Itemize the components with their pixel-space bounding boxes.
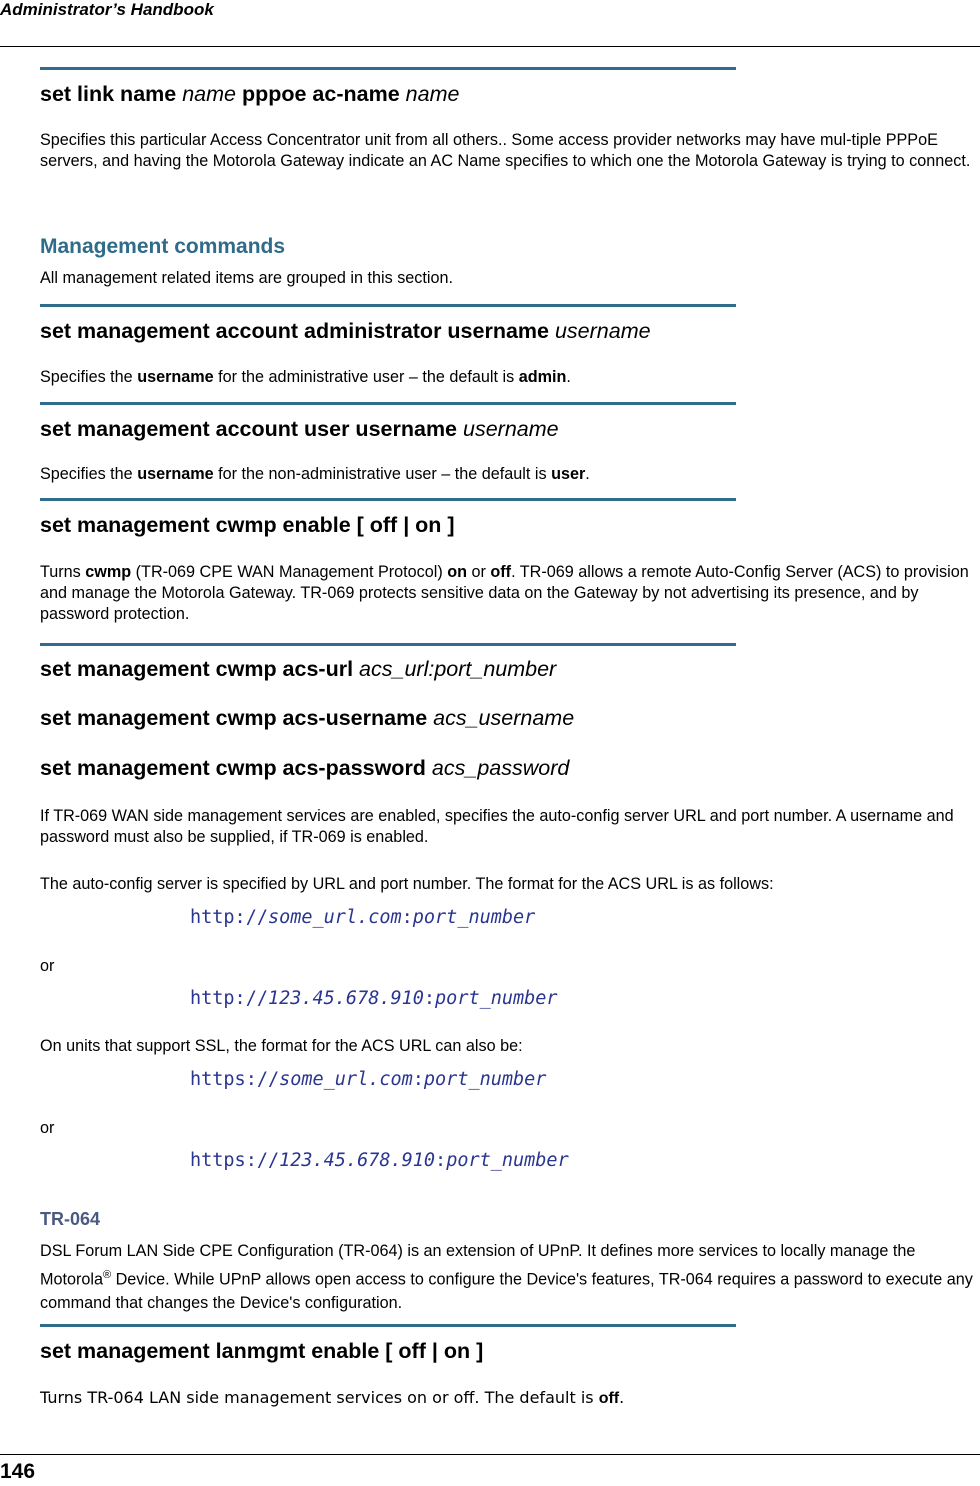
running-header-title: Administrator’s Handbook [0, 0, 214, 19]
section-rule [40, 304, 736, 307]
command-user-username: set management account user username username [40, 417, 559, 441]
command-acs-password: set management cwmp acs-password acs_password [40, 756, 570, 780]
code-example-url-3: https://some_url.com:port_number [190, 1069, 547, 1090]
text-or: or [40, 1119, 55, 1137]
paragraph-admin-username: Specifies the username for the administrative user – the default is admin. [40, 368, 571, 386]
command-acs-username: set management cwmp acs-username acs_username [40, 706, 575, 730]
code-example-url-2: http://123.45.678.910:port_number [190, 988, 558, 1009]
sub-heading-tr064: TR-064 [40, 1209, 101, 1229]
page-number: 146 [0, 1460, 36, 1483]
section-rule [40, 67, 736, 70]
command-link-ac-name: set link name name pppoe ac-name name [40, 82, 460, 106]
header-divider [0, 46, 980, 47]
section-heading-management: Management commands [40, 235, 286, 258]
paragraph-ssl: On units that support SSL, the format for the ACS URL can also be: [40, 1037, 523, 1055]
text-or: or [40, 957, 55, 975]
command-cwmp-enable: set management cwmp enable [ off | on ] [40, 513, 455, 537]
command-admin-username: set management account administrator username username [40, 319, 651, 343]
section-rule [40, 498, 736, 501]
paragraph-cwmp: Turns cwmp (TR-069 CPE WAN Management Protocol) on or off. TR-069 allows a remote Auto-Config Server (ACS) to provision and manage the Motorola Gateway. TR-069 protects sensitive data on the Gateway by not advertising its presence, and by password protection. [40, 563, 969, 623]
section-rule [40, 1324, 736, 1327]
paragraph-acs-description: If TR-069 WAN side management services are enabled, specifies the auto-config server URL and port number. A username and password must also be supplied, if TR-069 is enabled. [40, 807, 954, 846]
footer-divider [0, 1454, 980, 1455]
paragraph-tr064: DSL Forum LAN Side CPE Configuration (TR-064) is an extension of UPnP. It defines more services to locally manage the Motorola® Device. While UPnP allows open access to configure the Device's features, TR-064 requires a password to execute any command that changes the Device's configuration. [40, 1242, 973, 1313]
command-lanmgmt-enable: set management lanmgmt enable [ off | on ] [40, 1339, 484, 1363]
code-example-url-1: http://some_url.com:port_number [190, 907, 536, 928]
paragraph-ac-name: Specifies this particular Access Concentrator unit from all others.. Some access provider networks may have mul-tiple PPPoE servers, and having the Motorola Gateway indicate an AC Name specifies to which one the Motorola Gateway is trying to connect. [40, 131, 971, 170]
section-rule [40, 643, 736, 646]
command-acs-url: set management cwmp acs-url acs_url:port_number [40, 657, 557, 681]
section-rule [40, 402, 736, 405]
paragraph-lanmgmt: Turns TR-064 LAN side management services on or off. The default is off. [40, 1388, 625, 1407]
paragraph-user-username: Specifies the username for the non-administrative user – the default is user. [40, 465, 590, 483]
paragraph-management-intro: All management related items are grouped in this section. [40, 269, 454, 287]
code-example-url-4: https://123.45.678.910:port_number [190, 1150, 569, 1171]
paragraph-acs-format: The auto-config server is specified by URL and port number. The format for the ACS URL is as follows: [40, 875, 774, 893]
